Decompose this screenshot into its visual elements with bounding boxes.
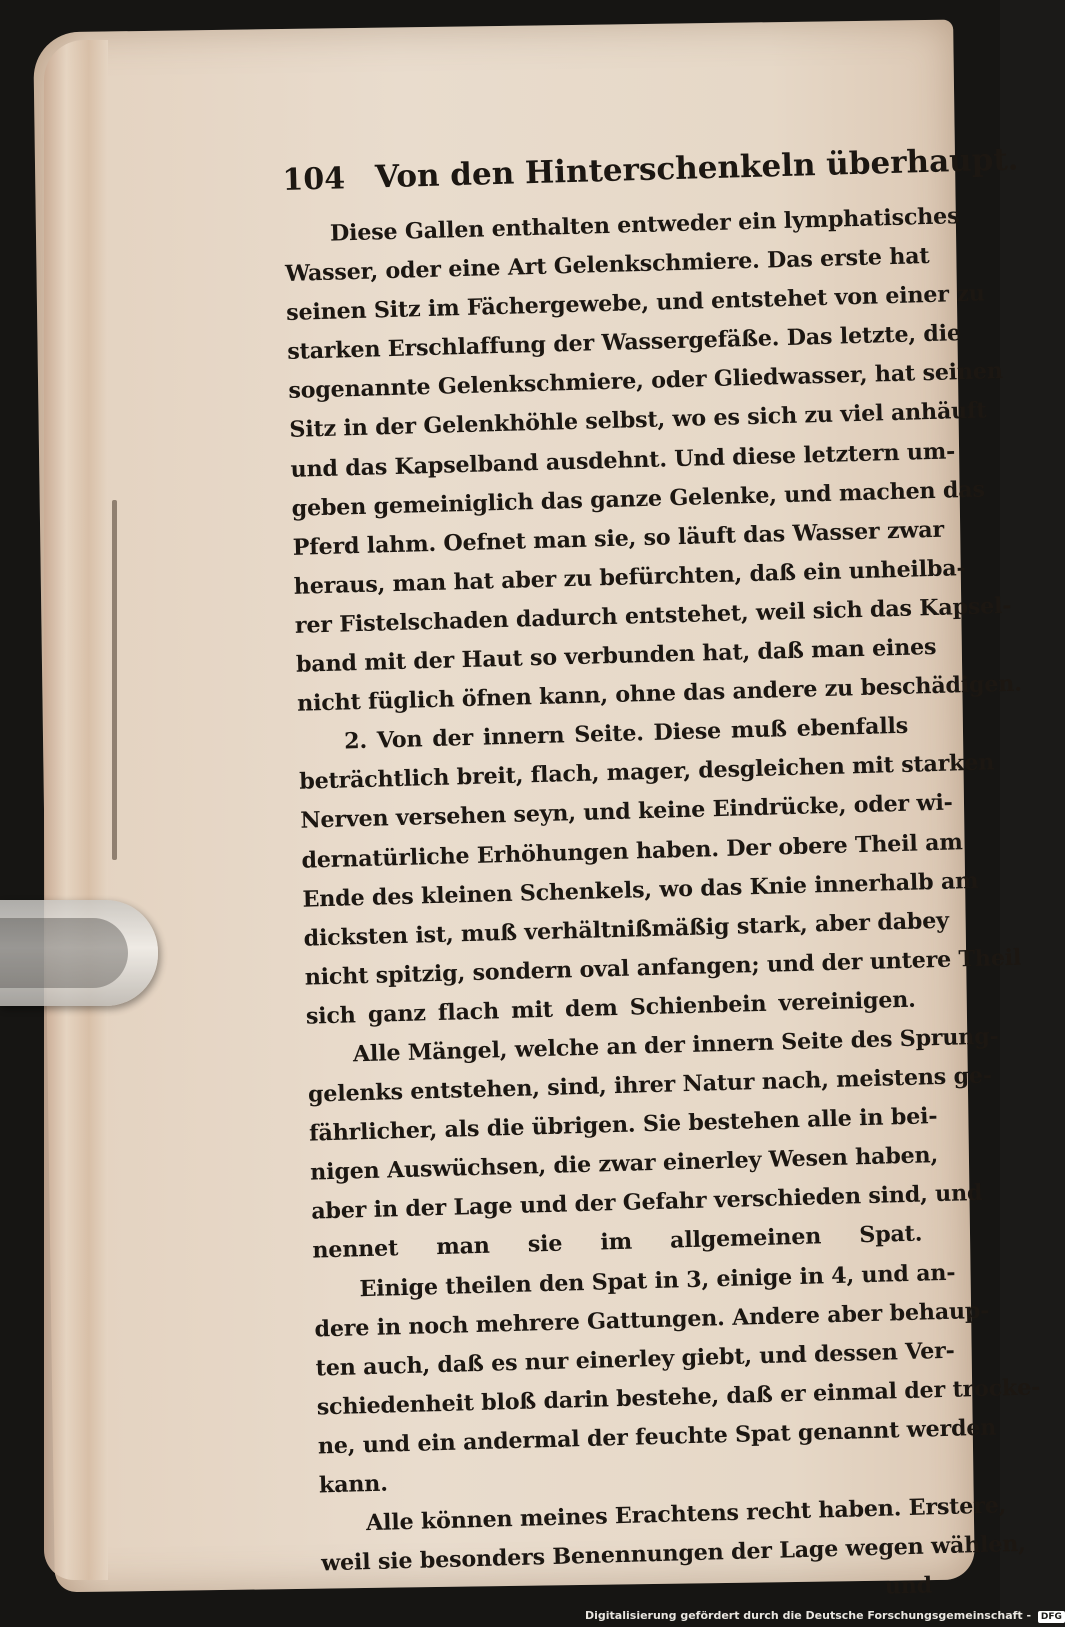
text-line: ne, und ein andermal der feuchte Spat genannt werden: [317, 1414, 997, 1460]
page-header-title: Von den Hinterschenkeln überhaupt.: [374, 141, 1019, 196]
text-line: Pferd lahm. Oefnet man sie, so läuft das Wasser zwar: [292, 516, 945, 561]
text-line: nicht füglich öfnen kann, ohne das andere zu beschädigen.: [296, 670, 1023, 717]
text-line: heraus, man hat aber zu befürchten, daß ein unheilba-: [293, 554, 966, 600]
text-line: aber in der Lage und der Gefahr verschieden sind, und: [310, 1180, 983, 1225]
text-line: und das Kapselband ausdehnt. Und diese letztern um-: [290, 437, 956, 483]
text-line: Alle können meines Erachtens recht haben. Erstere,: [365, 1492, 1007, 1537]
page-clip-slot: [0, 918, 128, 988]
text-line: dere in noch mehrere Gattungen. Andere aber behaup-: [314, 1297, 990, 1343]
dfg-logo: DFG: [1038, 1611, 1065, 1623]
digitization-credit: [585, 1609, 1065, 1623]
text-line: geben gemeiniglich das ganze Gelenke, und machen das: [291, 476, 986, 522]
text-line: Einige theilen den Spat in 3, einige in 4, und an-: [359, 1259, 956, 1302]
text-line: Diese Gallen enthalten entweder ein lymphatisches: [329, 203, 960, 247]
text-line: ten auch, daß es nur einerley giebt, und dessen Ver-: [315, 1337, 955, 1382]
text-line: fährlicher, als die übrigen. Sie bestehen alle in bei-: [308, 1103, 938, 1147]
body-text: [284, 199, 1041, 1623]
text-line: und: [884, 1572, 933, 1600]
text-line: kann.: [318, 1470, 389, 1499]
text-line: nigen Auswüchsen, die zwar einerley Wesen haben,: [309, 1142, 939, 1186]
binding-stitch: [112, 500, 117, 860]
text-block: [282, 141, 1041, 1623]
text-line: weil sie besonders Benennungen der Lage wegen wählen,: [320, 1530, 1027, 1577]
text-line: dernatürliche Erhöhungen haben. Der obere Theil am: [301, 828, 963, 874]
page-edge: [44, 40, 108, 1580]
text-line: dicksten ist, muß verhältnißmäßig stark, aber dabey: [303, 907, 950, 952]
text-line: rer Fistelschaden dadurch entstehet, weil sich das Kapsel-: [294, 592, 1012, 639]
text-line: sich ganz flach mit dem Schienbein vereinigen.: [305, 986, 916, 1030]
text-line: Alle Mängel, welche an der innern Seite des Sprung-: [352, 1023, 999, 1068]
text-line: seinen Sitz im Fächergewebe, und entstehet von einer zu: [285, 280, 985, 327]
text-line: Nerven versehen seyn, und keine Eindrücke, oder wi-: [300, 789, 953, 835]
text-line: beträchtlich breit, flach, mager, desgleichen mit starken: [298, 749, 995, 796]
text-line: Wasser, oder eine Art Gelenkschmiere. Das erste hat: [284, 243, 930, 288]
text-line: starken Erschlaffung der Wassergefäße. Das letzte, die: [286, 320, 962, 366]
text-line: band mit der Haut so verbunden hat, daß man eines: [295, 633, 937, 678]
text-line: nicht spitzig, sondern oval anfangen; und der untere Theil: [304, 944, 1022, 991]
text-line: schiedenheit bloß darin bestehe, daß er einmal der trocke-: [316, 1374, 1041, 1421]
page-number: 104: [282, 161, 346, 198]
text-line: Ende des kleinen Schenkels, wo das Knie innerhalb am: [302, 867, 979, 913]
text-line: Sitz in der Gelenkhöhle selbst, wo es sich zu viel anhäuft: [289, 397, 987, 444]
credit-text: Digitalisierung gefördert durch die Deutsche Forschungsgemeinschaft -: [585, 1609, 1032, 1622]
text-line: sogenannte Gelenkschmiere, oder Gliedwasser, hat seinen: [288, 358, 1004, 405]
text-line: gelenks entstehen, sind, ihrer Natur nach, meistens ge-: [307, 1062, 993, 1108]
text-line: nennet man sie im allgemeinen Spat.: [312, 1220, 923, 1265]
text-line: 2. Von der innern Seite. Diese muß ebenfalls: [343, 712, 909, 755]
